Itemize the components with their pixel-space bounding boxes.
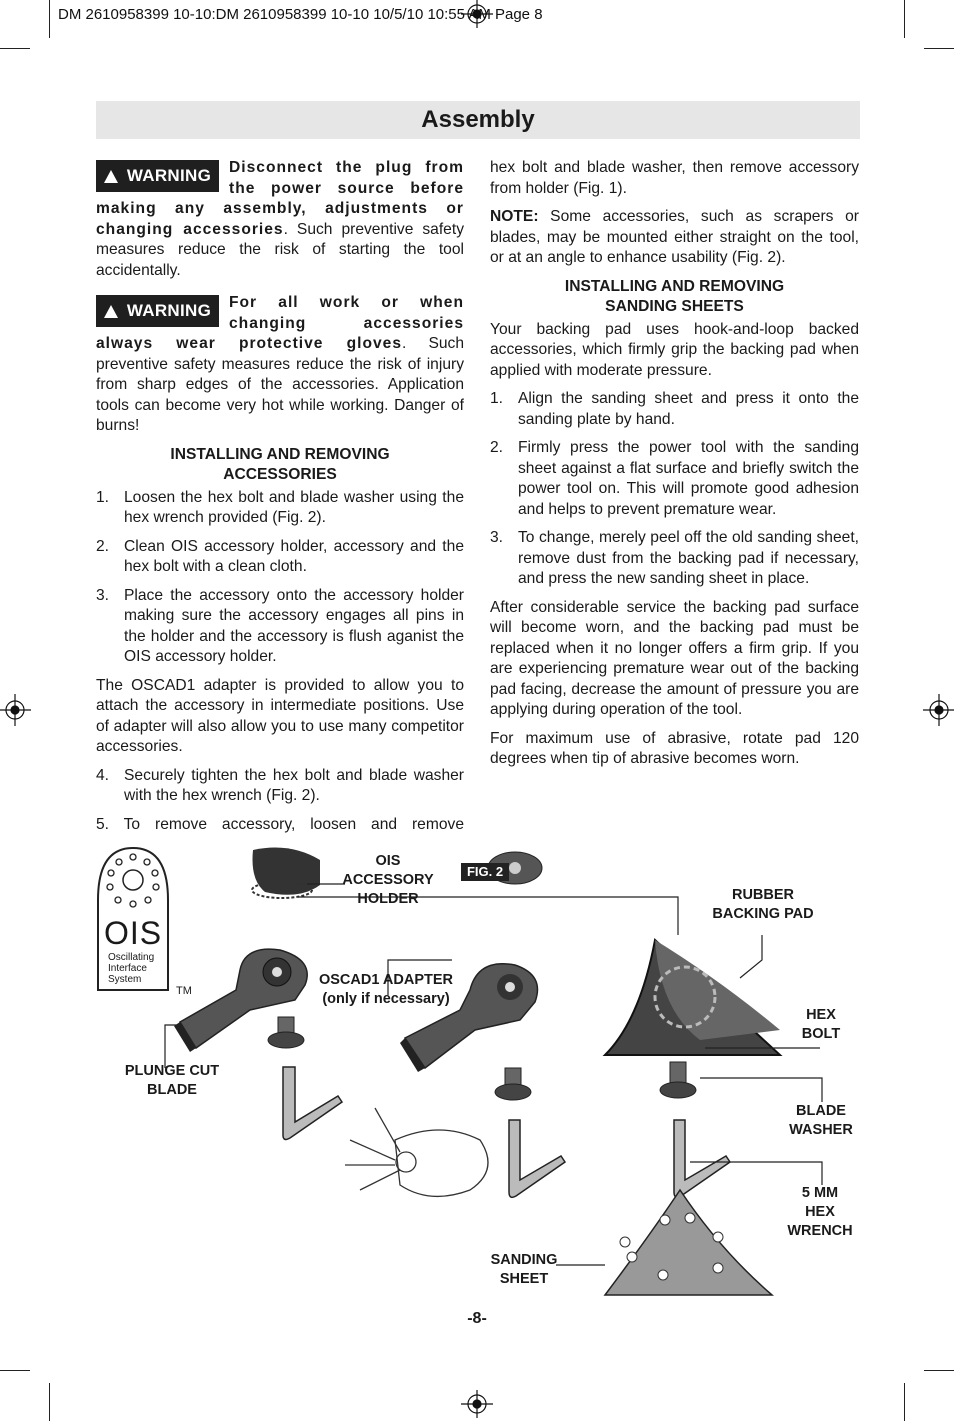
warning-paragraph-2 [96, 293, 464, 437]
ois-logo-subtitle: Oscillating Interface System [108, 952, 155, 985]
print-slug: DM 2610958399 10-10:DM 2610958399 10-10 10/5/10 10:55 AM Page 8 [58, 6, 543, 23]
install-steps-2 [96, 766, 464, 807]
label-hex-wrench: 5 MM HEX WRENCH [787, 1185, 853, 1239]
backing-pad-drawing [605, 940, 780, 1055]
list-item: 1. Loosen the hex bolt and blade washer using the hex wrench provided (Fig. 2). [96, 488, 464, 526]
label-plunge-blade: PLUNGE CUT BLADE [124, 1063, 220, 1098]
figure-label: FIG. 2 [461, 863, 509, 881]
warning-2-bold: For all work or when changing accessories always wear protective gloves [96, 294, 464, 352]
left-hardware [268, 1017, 342, 1139]
sanding-steps [490, 389, 859, 590]
warning-1-text: . Such preventive safety measures reduce the risk of starting the tool accidentally. [96, 220, 464, 279]
warning-triangle-icon [104, 170, 118, 183]
section-banner [96, 101, 860, 139]
registration-mark-bottom [461, 1390, 493, 1418]
warning-badge: WARNING [96, 295, 219, 327]
label-sanding-sheet: SANDING SHEET [490, 1252, 558, 1287]
label-adapter: OSCAD1 ADAPTER (only if necessary) [318, 972, 453, 1007]
label-backing-pad: RUBBER BACKING PAD [712, 887, 814, 922]
list-item: 3. Place the accessory onto the accessory holder making sure the accessory engages all pins in the holder and the accessory is flush aganist the OIS accessory holder. [96, 586, 464, 665]
label-blade-washer: BLADE WASHER [789, 1103, 853, 1138]
label-ois-holder: OIS ACCESSORY HOLDER [342, 853, 434, 907]
ois-logo-text: OIS [103, 915, 163, 951]
step-5-continued: hex bolt and blade washer, then remove accessory from holder (Fig. 1). [490, 159, 859, 197]
note-text: Some accessories, such as scrapers or blades, may be mounted either straight on the tool, or at an angle to enhance usability (Fig. 2). [490, 208, 859, 266]
list-item: 2. Firmly press the power tool with the sanding sheet against a flat surface and briefly switch the power tool on. This will promote good adhesion and helps to prevent premature wear. [490, 439, 859, 518]
right-column [490, 158, 859, 778]
registration-mark-right [923, 694, 954, 726]
oscad-paragraph: The OSCAD1 adapter is provided to allow you to attach the accessory in intermediate positions. Use of adapter will also allow you to use many competitor accessories. [96, 676, 464, 755]
sanding-intro: Your backing pad uses hook-and-loop backed accessories, which firmly grip the backing pad when applied with moderate pressure. [490, 320, 859, 379]
sanding-heading: INSTALLING AND REMOVING SANDING SHEETS [564, 277, 785, 315]
trademark: TM [176, 985, 192, 997]
warning-badge: WARNING [96, 160, 219, 192]
install-heading: INSTALLING AND REMOVING ACCESSORIES [170, 445, 390, 483]
page-number: -8- [467, 1310, 487, 1327]
step-5: 5. To remove accessory, loosen and remove [96, 815, 464, 833]
list-item: 3. To change, merely peel off the old sanding sheet, remove dust from the backing pad if necessary, and press the new sanding sheet in place. [490, 529, 859, 587]
list-item: 4. Securely tighten the hex bolt and blade washer with the hex wrench (Fig. 2). [96, 766, 464, 804]
hand-drawing [345, 1108, 488, 1196]
left-column [96, 158, 464, 843]
list-item: 2. Clean OIS accessory holder, accessory and the hex bolt with a clean cloth. [96, 537, 464, 575]
page-title: Assembly [421, 106, 535, 133]
ois-holder-drawing [252, 848, 320, 898]
abrasive-paragraph: For maximum use of abrasive, rotate pad 120 degrees when tip of abrasive becomes worn. [490, 729, 859, 767]
list-item: 1. Align the sanding sheet and press it onto the sanding plate by hand. [490, 390, 859, 428]
warning-triangle-icon [104, 305, 118, 318]
warning-2-text: . Such preventive safety measures reduce the risk of injury from sharp edges of the accessories. Application tools can become very hot while working. Danger of burns! [96, 335, 464, 434]
note-label: NOTE: [490, 208, 539, 225]
registration-mark-left [0, 694, 31, 726]
install-steps [96, 488, 464, 668]
warning-paragraph-1 [96, 158, 464, 281]
warning-1-bold: Disconnect the plug from the power source before making any assembly, adjustments or changing accessories [96, 159, 464, 238]
leader-lines [165, 884, 822, 1265]
sanding-sheet-drawing [605, 1190, 772, 1295]
right-hardware [660, 1062, 730, 1197]
middle-hardware [495, 1068, 565, 1197]
after-paragraph: After considerable service the backing pad surface will become worn, and the backing pad must be replaced when it no longer offers a firm grip. If you are experiencing premature wear out of the backing pad facing, decrease the amount of pressure you are applying during operation of the tool. [490, 598, 859, 718]
note-paragraph [490, 207, 859, 269]
label-hex-bolt: HEX BOLT [801, 1007, 841, 1042]
